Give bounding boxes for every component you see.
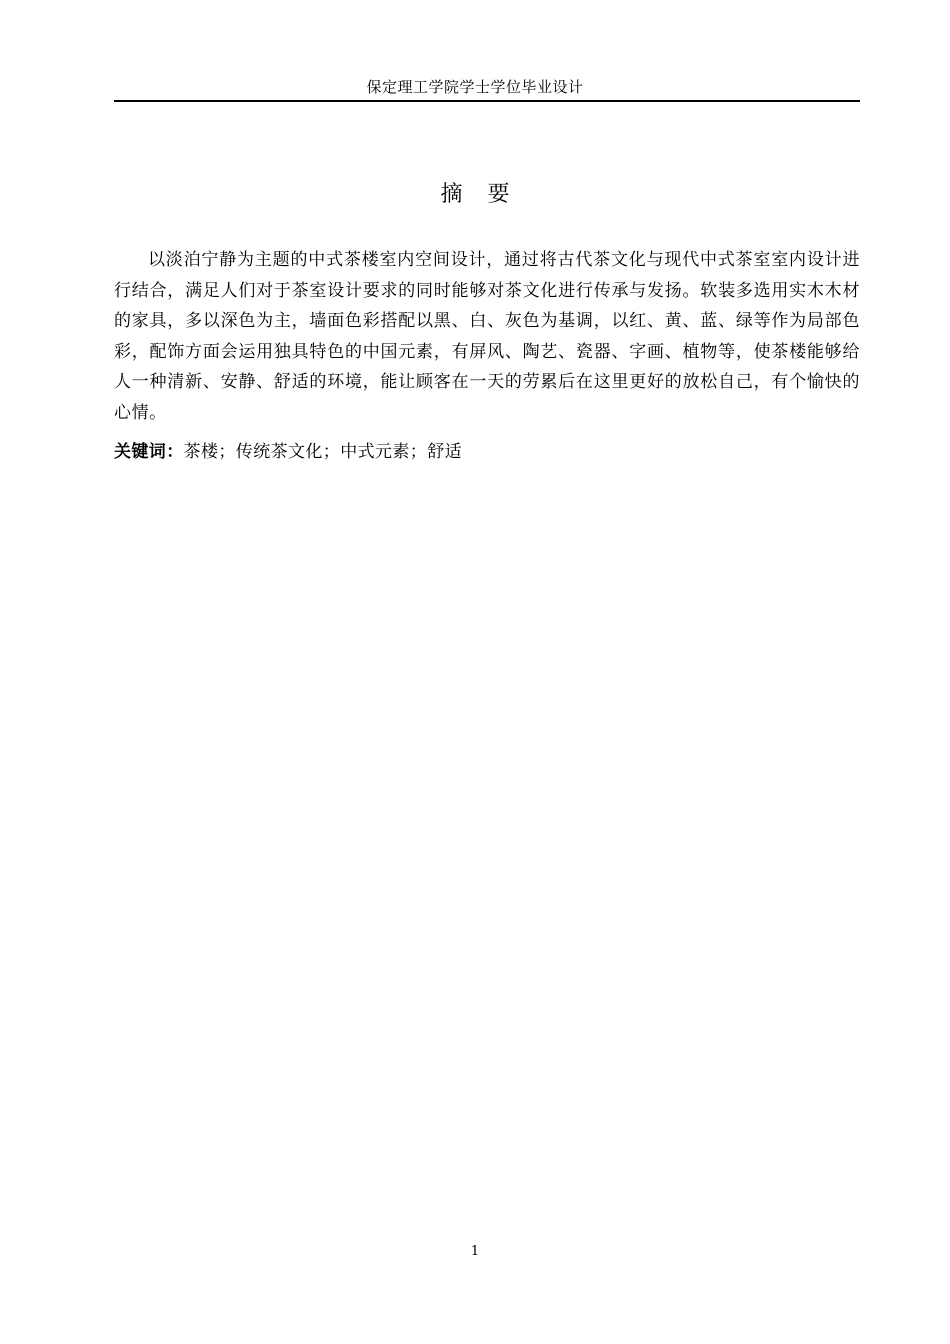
abstract-title: 摘 要	[440, 182, 510, 207]
keywords-list: 茶楼；传统茶文化；中式元素；舒适	[183, 442, 463, 462]
running-header: 保定理工学院学士学位毕业设计	[366, 78, 584, 96]
header-divider	[114, 100, 860, 102]
page-number: 1	[470, 1244, 480, 1259]
keywords-label: 关键词：	[114, 442, 184, 462]
keywords-line	[114, 438, 860, 466]
abstract-body: 以淡泊宁静为主题的中式茶楼室内空间设计，通过将古代茶文化与现代中式茶室室内设计进行结合，满足人们对于茶室设计要求的同时能够对茶文化进行传承与发扬。软装多选用实木木材的家具，多以深色为主，墙面色彩搭配以黑、白、灰色为基调，以红、黄、蓝、绿等作为局部色彩，配饰方面会运用独具特色的中国元素，有屏风、陶艺、瓷器、字画、植物等，使茶楼能够给人一种清新、安静、舒适的环境，能让顾客在一天的劳累后在这里更好的放松自己，有个愉快的心情。	[114, 250, 860, 423]
